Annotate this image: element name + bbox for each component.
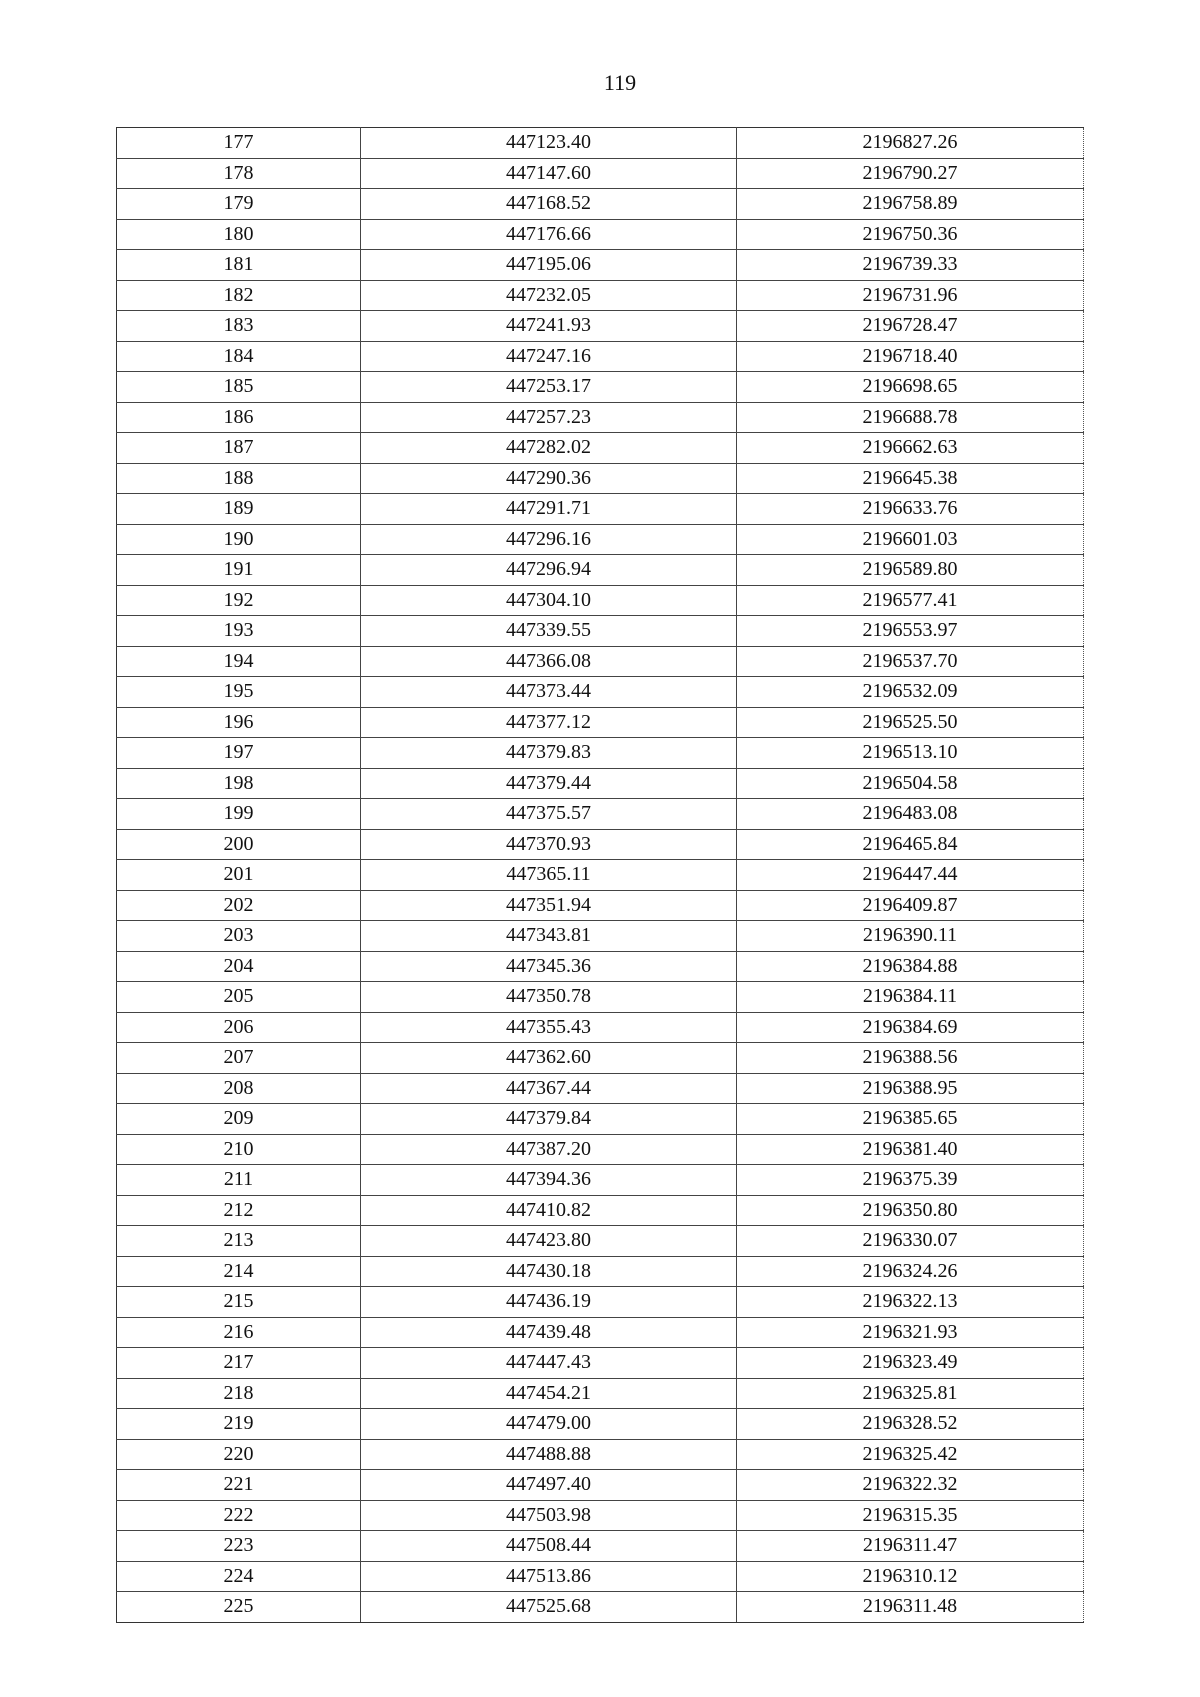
point-number-cell: 214 (117, 1256, 361, 1287)
x-coordinate-cell: 447176.66 (361, 219, 737, 250)
x-coordinate-cell: 447410.82 (361, 1195, 737, 1226)
table-row (117, 1470, 1084, 1501)
x-coordinate-cell: 447290.36 (361, 463, 737, 494)
table-row (117, 250, 1084, 281)
table-row (117, 1012, 1084, 1043)
point-number-cell: 191 (117, 555, 361, 586)
x-coordinate-cell: 447123.40 (361, 128, 737, 159)
table-row (117, 890, 1084, 921)
x-coordinate-cell: 447291.71 (361, 494, 737, 525)
table-row (117, 707, 1084, 738)
table-row (117, 1317, 1084, 1348)
table-row (117, 341, 1084, 372)
point-number-cell: 199 (117, 799, 361, 830)
table-row (117, 1134, 1084, 1165)
point-number-cell: 200 (117, 829, 361, 860)
y-coordinate-cell: 2196827.26 (737, 128, 1084, 159)
y-coordinate-cell: 2196375.39 (737, 1165, 1084, 1196)
x-coordinate-cell: 447351.94 (361, 890, 737, 921)
y-coordinate-cell: 2196483.08 (737, 799, 1084, 830)
point-number-cell: 187 (117, 433, 361, 464)
point-number-cell: 193 (117, 616, 361, 647)
point-number-cell: 179 (117, 189, 361, 220)
y-coordinate-cell: 2196384.69 (737, 1012, 1084, 1043)
table-row (117, 372, 1084, 403)
y-coordinate-cell: 2196384.11 (737, 982, 1084, 1013)
point-number-cell: 203 (117, 921, 361, 952)
y-coordinate-cell: 2196532.09 (737, 677, 1084, 708)
x-coordinate-cell: 447447.43 (361, 1348, 737, 1379)
point-number-cell: 178 (117, 158, 361, 189)
point-number-cell: 209 (117, 1104, 361, 1135)
table-row (117, 982, 1084, 1013)
y-coordinate-cell: 2196350.80 (737, 1195, 1084, 1226)
table-row (117, 1500, 1084, 1531)
table-row (117, 494, 1084, 525)
x-coordinate-cell: 447296.16 (361, 524, 737, 555)
point-number-cell: 207 (117, 1043, 361, 1074)
point-number-cell: 189 (117, 494, 361, 525)
y-coordinate-cell: 2196324.26 (737, 1256, 1084, 1287)
point-number-cell: 185 (117, 372, 361, 403)
x-coordinate-cell: 447247.16 (361, 341, 737, 372)
x-coordinate-cell: 447366.08 (361, 646, 737, 677)
y-coordinate-cell: 2196325.42 (737, 1439, 1084, 1470)
point-number-cell: 215 (117, 1287, 361, 1318)
y-coordinate-cell: 2196553.97 (737, 616, 1084, 647)
point-number-cell: 183 (117, 311, 361, 342)
table-row (117, 1348, 1084, 1379)
x-coordinate-cell: 447257.23 (361, 402, 737, 433)
table-row (117, 1561, 1084, 1592)
table-row (117, 1104, 1084, 1135)
point-number-cell: 192 (117, 585, 361, 616)
table-row (117, 433, 1084, 464)
y-coordinate-cell: 2196322.13 (737, 1287, 1084, 1318)
table-row (117, 158, 1084, 189)
y-coordinate-cell: 2196390.11 (737, 921, 1084, 952)
x-coordinate-cell: 447497.40 (361, 1470, 737, 1501)
x-coordinate-cell: 447168.52 (361, 189, 737, 220)
x-coordinate-cell: 447430.18 (361, 1256, 737, 1287)
x-coordinate-cell: 447394.36 (361, 1165, 737, 1196)
table-row (117, 860, 1084, 891)
y-coordinate-cell: 2196537.70 (737, 646, 1084, 677)
x-coordinate-cell: 447355.43 (361, 1012, 737, 1043)
table-row (117, 1378, 1084, 1409)
x-coordinate-cell: 447488.88 (361, 1439, 737, 1470)
table-row (117, 1531, 1084, 1562)
y-coordinate-cell: 2196311.48 (737, 1592, 1084, 1623)
point-number-cell: 213 (117, 1226, 361, 1257)
x-coordinate-cell: 447370.93 (361, 829, 737, 860)
y-coordinate-cell: 2196645.38 (737, 463, 1084, 494)
y-coordinate-cell: 2196718.40 (737, 341, 1084, 372)
x-coordinate-cell: 447304.10 (361, 585, 737, 616)
point-number-cell: 194 (117, 646, 361, 677)
table-row (117, 738, 1084, 769)
x-coordinate-cell: 447282.02 (361, 433, 737, 464)
y-coordinate-cell: 2196330.07 (737, 1226, 1084, 1257)
y-coordinate-cell: 2196388.95 (737, 1073, 1084, 1104)
x-coordinate-cell: 447147.60 (361, 158, 737, 189)
y-coordinate-cell: 2196325.81 (737, 1378, 1084, 1409)
table-row (117, 524, 1084, 555)
x-coordinate-cell: 447508.44 (361, 1531, 737, 1562)
y-coordinate-cell: 2196310.12 (737, 1561, 1084, 1592)
table-row (117, 463, 1084, 494)
point-number-cell: 204 (117, 951, 361, 982)
x-coordinate-cell: 447503.98 (361, 1500, 737, 1531)
point-number-cell: 206 (117, 1012, 361, 1043)
x-coordinate-cell: 447377.12 (361, 707, 737, 738)
point-number-cell: 223 (117, 1531, 361, 1562)
y-coordinate-cell: 2196465.84 (737, 829, 1084, 860)
point-number-cell: 198 (117, 768, 361, 799)
y-coordinate-cell: 2196731.96 (737, 280, 1084, 311)
x-coordinate-cell: 447365.11 (361, 860, 737, 891)
point-number-cell: 217 (117, 1348, 361, 1379)
table-row (117, 219, 1084, 250)
x-coordinate-cell: 447232.05 (361, 280, 737, 311)
y-coordinate-cell: 2196447.44 (737, 860, 1084, 891)
table-row (117, 616, 1084, 647)
coordinate-table-body (117, 128, 1084, 1623)
point-number-cell: 221 (117, 1470, 361, 1501)
x-coordinate-cell: 447379.83 (361, 738, 737, 769)
point-number-cell: 208 (117, 1073, 361, 1104)
y-coordinate-cell: 2196388.56 (737, 1043, 1084, 1074)
table-row (117, 1073, 1084, 1104)
x-coordinate-cell: 447241.93 (361, 311, 737, 342)
y-coordinate-cell: 2196739.33 (737, 250, 1084, 281)
y-coordinate-cell: 2196322.32 (737, 1470, 1084, 1501)
point-number-cell: 212 (117, 1195, 361, 1226)
table-row (117, 280, 1084, 311)
y-coordinate-cell: 2196504.58 (737, 768, 1084, 799)
y-coordinate-cell: 2196321.93 (737, 1317, 1084, 1348)
y-coordinate-cell: 2196328.52 (737, 1409, 1084, 1440)
point-number-cell: 188 (117, 463, 361, 494)
y-coordinate-cell: 2196409.87 (737, 890, 1084, 921)
x-coordinate-cell: 447253.17 (361, 372, 737, 403)
point-number-cell: 210 (117, 1134, 361, 1165)
y-coordinate-cell: 2196577.41 (737, 585, 1084, 616)
x-coordinate-cell: 447296.94 (361, 555, 737, 586)
x-coordinate-cell: 447350.78 (361, 982, 737, 1013)
y-coordinate-cell: 2196750.36 (737, 219, 1084, 250)
table-row (117, 555, 1084, 586)
point-number-cell: 182 (117, 280, 361, 311)
point-number-cell: 197 (117, 738, 361, 769)
x-coordinate-cell: 447195.06 (361, 250, 737, 281)
x-coordinate-cell: 447387.20 (361, 1134, 737, 1165)
table-row (117, 1043, 1084, 1074)
point-number-cell: 222 (117, 1500, 361, 1531)
point-number-cell: 190 (117, 524, 361, 555)
coordinate-table (116, 127, 1084, 1623)
y-coordinate-cell: 2196698.65 (737, 372, 1084, 403)
y-coordinate-cell: 2196315.35 (737, 1500, 1084, 1531)
point-number-cell: 219 (117, 1409, 361, 1440)
table-row (117, 189, 1084, 220)
table-row (117, 799, 1084, 830)
point-number-cell: 211 (117, 1165, 361, 1196)
x-coordinate-cell: 447367.44 (361, 1073, 737, 1104)
x-coordinate-cell: 447439.48 (361, 1317, 737, 1348)
y-coordinate-cell: 2196385.65 (737, 1104, 1084, 1135)
x-coordinate-cell: 447423.80 (361, 1226, 737, 1257)
table-row (117, 646, 1084, 677)
y-coordinate-cell: 2196589.80 (737, 555, 1084, 586)
y-coordinate-cell: 2196688.78 (737, 402, 1084, 433)
y-coordinate-cell: 2196728.47 (737, 311, 1084, 342)
y-coordinate-cell: 2196323.49 (737, 1348, 1084, 1379)
table-row (117, 829, 1084, 860)
table-row (117, 1226, 1084, 1257)
table-row (117, 1409, 1084, 1440)
point-number-cell: 177 (117, 128, 361, 159)
x-coordinate-cell: 447454.21 (361, 1378, 737, 1409)
table-row (117, 921, 1084, 952)
x-coordinate-cell: 447373.44 (361, 677, 737, 708)
x-coordinate-cell: 447345.36 (361, 951, 737, 982)
point-number-cell: 184 (117, 341, 361, 372)
y-coordinate-cell: 2196381.40 (737, 1134, 1084, 1165)
x-coordinate-cell: 447436.19 (361, 1287, 737, 1318)
table-row (117, 585, 1084, 616)
table-row (117, 1287, 1084, 1318)
table-row (117, 1165, 1084, 1196)
point-number-cell: 202 (117, 890, 361, 921)
point-number-cell: 218 (117, 1378, 361, 1409)
y-coordinate-cell: 2196758.89 (737, 189, 1084, 220)
point-number-cell: 201 (117, 860, 361, 891)
table-row (117, 677, 1084, 708)
x-coordinate-cell: 447343.81 (361, 921, 737, 952)
point-number-cell: 180 (117, 219, 361, 250)
point-number-cell: 181 (117, 250, 361, 281)
point-number-cell: 205 (117, 982, 361, 1013)
point-number-cell: 225 (117, 1592, 361, 1623)
y-coordinate-cell: 2196513.10 (737, 738, 1084, 769)
point-number-cell: 216 (117, 1317, 361, 1348)
y-coordinate-cell: 2196384.88 (737, 951, 1084, 982)
x-coordinate-cell: 447362.60 (361, 1043, 737, 1074)
x-coordinate-cell: 447513.86 (361, 1561, 737, 1592)
x-coordinate-cell: 447379.44 (361, 768, 737, 799)
point-number-cell: 224 (117, 1561, 361, 1592)
point-number-cell: 196 (117, 707, 361, 738)
point-number-cell: 186 (117, 402, 361, 433)
x-coordinate-cell: 447375.57 (361, 799, 737, 830)
y-coordinate-cell: 2196601.03 (737, 524, 1084, 555)
y-coordinate-cell: 2196790.27 (737, 158, 1084, 189)
table-row (117, 402, 1084, 433)
table-row (117, 768, 1084, 799)
x-coordinate-cell: 447479.00 (361, 1409, 737, 1440)
x-coordinate-cell: 447339.55 (361, 616, 737, 647)
table-row (117, 1439, 1084, 1470)
page-number: 119 (603, 70, 637, 95)
y-coordinate-cell: 2196311.47 (737, 1531, 1084, 1562)
point-number-cell: 195 (117, 677, 361, 708)
table-row (117, 1256, 1084, 1287)
y-coordinate-cell: 2196633.76 (737, 494, 1084, 525)
table-row (117, 128, 1084, 159)
x-coordinate-cell: 447525.68 (361, 1592, 737, 1623)
y-coordinate-cell: 2196525.50 (737, 707, 1084, 738)
table-row (117, 311, 1084, 342)
point-number-cell: 220 (117, 1439, 361, 1470)
x-coordinate-cell: 447379.84 (361, 1104, 737, 1135)
table-row (117, 1195, 1084, 1226)
table-row (117, 1592, 1084, 1623)
table-row (117, 951, 1084, 982)
y-coordinate-cell: 2196662.63 (737, 433, 1084, 464)
